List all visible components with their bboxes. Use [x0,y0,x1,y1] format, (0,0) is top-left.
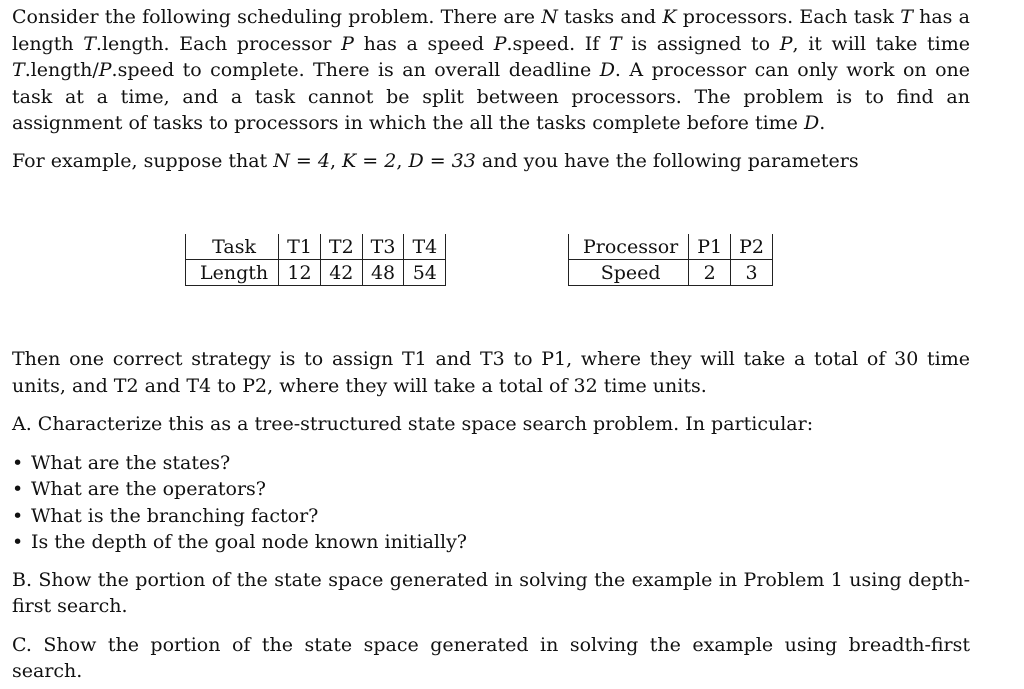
intro-text: .speed. If [506,32,609,55]
var-t: T [608,32,622,55]
intro-text: . A processor can only work on one task at a time, and a task cannot be split between processors. The problem is to find an assignment of tasks to processors in which the all the tasks complete before time [12,59,970,134]
part-b-paragraph: B. Show the portion of the state space generated in solving the example in Problem 1 using depth-first search. [12,568,970,617]
strategy-paragraph: Then one correct strategy is to assign T1 and T3 to P1, where they will take a total of 30 time units, and T2 and T4 to P2, where they will take a total of 32 time units. [12,348,970,397]
intro-text: .length. Each processor [95,32,342,55]
table-cell: Speed [569,260,689,286]
bullet-icon: • [12,478,24,500]
var-t: T [83,32,96,55]
processor-speed-table [568,234,773,286]
questions-section [12,346,970,685]
intro-text: processors. Each task [676,6,901,28]
table-cell: Processor [569,234,689,260]
intro-text: , it will take time [792,32,970,55]
question-text: What are the states? [31,451,231,474]
table-cell: 3 [731,260,773,286]
example-text: , [329,149,343,172]
var-p: P [493,32,507,55]
bullet-icon: • [12,531,24,553]
intro-text: has a length [12,6,970,55]
table-cell: P2 [731,234,773,260]
intro-text: .length/ [24,59,99,81]
question-text: What are the operators? [31,478,266,500]
list-item [12,529,970,556]
intro-text: .speed to complete. There is an overall deadline [111,59,600,81]
table-row [569,234,773,260]
eq-d: D = 33 [408,149,476,172]
var-n: N [541,6,558,28]
var-d: D [599,59,615,81]
table-cell: 2 [689,260,731,286]
table-cell: P1 [689,234,731,260]
list-item [12,476,970,503]
var-p: P [341,32,354,55]
intro-text: . [819,112,826,134]
intro-text: Consider the following scheduling problem. There are [12,6,542,28]
intro-text: is assigned to [621,32,780,55]
table-cell: 48 [362,260,404,286]
table-cell: T3 [362,234,404,260]
table-cell: Length [186,260,279,286]
list-item [12,503,970,530]
var-t: T [900,6,913,28]
bullet-icon: • [12,504,24,527]
parameter-tables [0,234,1024,294]
question-text: Is the depth of the goal node known initially? [31,531,467,553]
bullet-icon: • [12,451,24,474]
intro-text: has a speed [353,32,494,55]
example-text: , [396,149,409,172]
eq-k: K = 2 [342,149,397,172]
task-length-table [185,234,446,286]
var-p: P [98,59,112,81]
table-cell: T4 [404,234,446,260]
table-row [569,260,773,286]
example-text: For example, suppose that [12,149,274,172]
table-cell: 42 [320,260,362,286]
var-k: K [662,6,677,28]
var-p: P [779,32,793,55]
list-item [12,450,970,477]
question-text: What is the branching factor? [31,504,319,527]
problem-document [12,4,970,174]
table-cell: T1 [279,234,321,260]
var-d: D [803,112,820,134]
table-cell: Task [186,234,279,260]
var-t: T [12,59,25,81]
table-row [186,260,446,286]
table-cell: T2 [320,234,362,260]
table-cell: 12 [279,260,321,286]
table-row [186,234,446,260]
intro-text: tasks and [557,6,663,28]
part-a-paragraph: A. Characterize this as a tree-structured state space search problem. In particular: [12,413,814,435]
intro-paragraph [12,4,970,137]
part-c-paragraph: C. Show the portion of the state space generated in solving the example using breadth-first search. [12,633,970,682]
eq-n: N = 4 [273,149,330,172]
example-paragraph [12,148,970,175]
table-cell: 54 [404,260,446,286]
part-a-question-list [12,450,970,556]
example-text: and you have the following parameters [475,149,859,172]
